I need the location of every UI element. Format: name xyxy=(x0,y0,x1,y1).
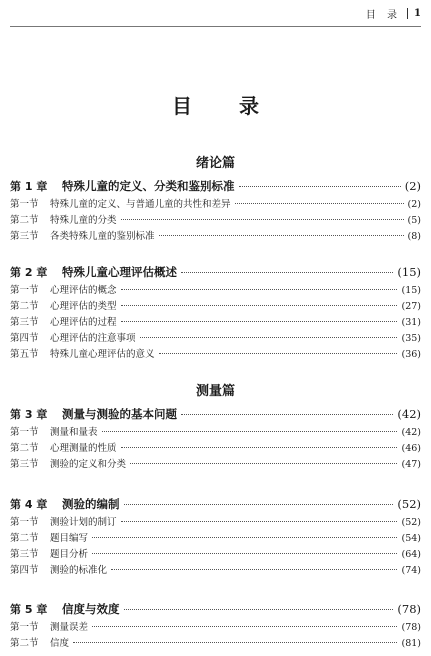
section-title-text: 特殊儿童的定义、与普通儿童的共性和差异 xyxy=(50,199,231,210)
page-ref: (42) xyxy=(401,427,421,438)
dot-leader xyxy=(121,321,398,322)
section-title-text: 测验的定义和分类 xyxy=(50,459,127,470)
dot-leader xyxy=(140,337,398,338)
section-title-text: 特殊儿童的分类 xyxy=(50,215,117,226)
toc-chapter[interactable] xyxy=(10,496,421,512)
dot-leader xyxy=(159,235,404,236)
section-title-text: 心理评估的概念 xyxy=(50,285,117,296)
page-ref: (78) xyxy=(397,602,421,616)
toc-section[interactable] xyxy=(10,546,421,560)
page-ref: (35) xyxy=(401,333,421,344)
toc-section[interactable] xyxy=(10,530,421,544)
toc-section[interactable] xyxy=(10,514,421,528)
section-title-text: 心理测量的性质 xyxy=(50,443,117,454)
header-rule xyxy=(10,26,421,27)
toc-chapter[interactable] xyxy=(10,601,421,617)
toc-section[interactable] xyxy=(10,196,421,210)
section-number: 第一节 xyxy=(10,199,39,210)
page-ref: (54) xyxy=(401,533,421,544)
page-ref: (5) xyxy=(407,215,421,226)
chapter-title: 特殊儿童的定义、分类和鉴别标准 xyxy=(62,179,235,193)
dot-leader xyxy=(92,537,397,538)
section-title-text: 信度 xyxy=(50,638,70,649)
page-ref: (52) xyxy=(397,497,421,511)
dot-leader xyxy=(235,203,404,204)
page-ref: (74) xyxy=(401,565,421,576)
section-title-text: 测验计划的制订 xyxy=(50,517,117,528)
section-number: 第三节 xyxy=(10,459,39,470)
section-number: 第四节 xyxy=(10,333,39,344)
dot-leader xyxy=(121,447,398,448)
page-ref: (27) xyxy=(401,301,421,312)
toc-chapter[interactable] xyxy=(10,264,421,280)
section-title-text: 测验的标准化 xyxy=(50,565,108,576)
toc-section[interactable] xyxy=(10,298,421,312)
toc-section[interactable] xyxy=(10,440,421,454)
toc-section[interactable] xyxy=(10,346,421,360)
dot-leader xyxy=(181,414,393,415)
page-ref: (8) xyxy=(407,231,421,242)
section-number: 第五节 xyxy=(10,349,39,360)
section-number: 第一节 xyxy=(10,427,39,438)
toc-section[interactable] xyxy=(10,282,421,296)
page-ref: (78) xyxy=(401,622,421,633)
dot-leader xyxy=(111,569,397,570)
section-number: 第二节 xyxy=(10,533,39,544)
page-ref: (15) xyxy=(401,285,421,296)
toc-section[interactable] xyxy=(10,212,421,226)
page-ref: (36) xyxy=(401,349,421,360)
toc-section[interactable] xyxy=(10,635,421,649)
toc-chapter[interactable] xyxy=(10,406,421,422)
dot-leader xyxy=(102,431,398,432)
section-title-text: 题目编写 xyxy=(50,533,89,544)
page-ref: (46) xyxy=(401,443,421,454)
page-ref: (47) xyxy=(401,459,421,470)
page-ref: (64) xyxy=(401,549,421,560)
section-title: 测量篇 xyxy=(195,384,235,399)
chapter-title: 测量与测验的基本问题 xyxy=(62,407,177,421)
chapter-number: 第 2 章 xyxy=(10,266,48,279)
section-number: 第一节 xyxy=(10,517,39,528)
section-number: 第二节 xyxy=(10,443,39,454)
section-number: 第一节 xyxy=(10,622,39,633)
toc-section[interactable] xyxy=(10,314,421,328)
dot-leader xyxy=(124,609,394,610)
running-head-divider xyxy=(407,8,408,19)
chapter-number: 第 3 章 xyxy=(10,408,48,421)
section-title: 绪论篇 xyxy=(195,156,235,171)
page-ref: (52) xyxy=(401,517,421,528)
section-number: 第三节 xyxy=(10,317,39,328)
toc-section[interactable] xyxy=(10,619,421,633)
section-number: 第二节 xyxy=(10,301,39,312)
dot-leader xyxy=(121,219,404,220)
toc-chapter[interactable] xyxy=(10,178,421,194)
dot-leader xyxy=(73,642,397,643)
section-number: 第四节 xyxy=(10,565,39,576)
page-ref: (31) xyxy=(401,317,421,328)
dot-leader xyxy=(159,353,398,354)
dot-leader xyxy=(121,289,398,290)
dot-leader xyxy=(121,521,398,522)
dot-leader xyxy=(124,504,394,505)
running-head xyxy=(366,6,421,21)
page-ref: (2) xyxy=(404,179,421,193)
chapter-title: 特殊儿童心理评估概述 xyxy=(62,265,177,279)
dot-leader xyxy=(92,626,397,627)
chapter-number: 第 1 章 xyxy=(10,180,48,193)
page-ref: (15) xyxy=(397,265,421,279)
chapter-title: 信度与效度 xyxy=(62,602,120,616)
section-title-text: 题目分析 xyxy=(50,549,89,560)
section-number: 第二节 xyxy=(10,638,39,649)
section-title-text: 各类特殊儿童的鉴别标准 xyxy=(50,231,155,242)
toc-section[interactable] xyxy=(10,562,421,576)
section-title-text: 测量和量表 xyxy=(50,427,98,438)
section-title-text: 心理评估的类型 xyxy=(50,301,117,312)
dot-leader xyxy=(239,186,401,187)
dot-leader xyxy=(121,305,398,306)
section-number: 第三节 xyxy=(10,549,39,560)
section-title-text: 测量误差 xyxy=(50,622,89,633)
section-number: 第一节 xyxy=(10,285,39,296)
page-ref: (42) xyxy=(397,407,421,421)
running-head-page-number: 1 xyxy=(414,8,421,19)
chapter-number: 第 4 章 xyxy=(10,498,48,511)
toc-section[interactable] xyxy=(10,330,421,344)
page-title: 目 录 xyxy=(172,94,279,118)
chapter-title: 测验的编制 xyxy=(62,497,120,511)
section-number: 第三节 xyxy=(10,231,39,242)
dot-leader xyxy=(130,463,397,464)
dot-leader xyxy=(92,553,397,554)
toc-section[interactable] xyxy=(10,424,421,438)
running-head-title: 目 录 xyxy=(365,10,402,21)
toc-section[interactable] xyxy=(10,228,421,242)
section-title-text: 心理评估的过程 xyxy=(50,317,117,328)
section-title-text: 心理评估的注意事项 xyxy=(50,333,136,344)
page-ref: (81) xyxy=(401,638,421,649)
toc-section[interactable] xyxy=(10,456,421,470)
chapter-number: 第 5 章 xyxy=(10,603,48,616)
section-title-text: 特殊儿童心理评估的意义 xyxy=(50,349,155,360)
section-number: 第二节 xyxy=(10,215,39,226)
page-ref: (2) xyxy=(407,199,421,210)
dot-leader xyxy=(181,272,393,273)
